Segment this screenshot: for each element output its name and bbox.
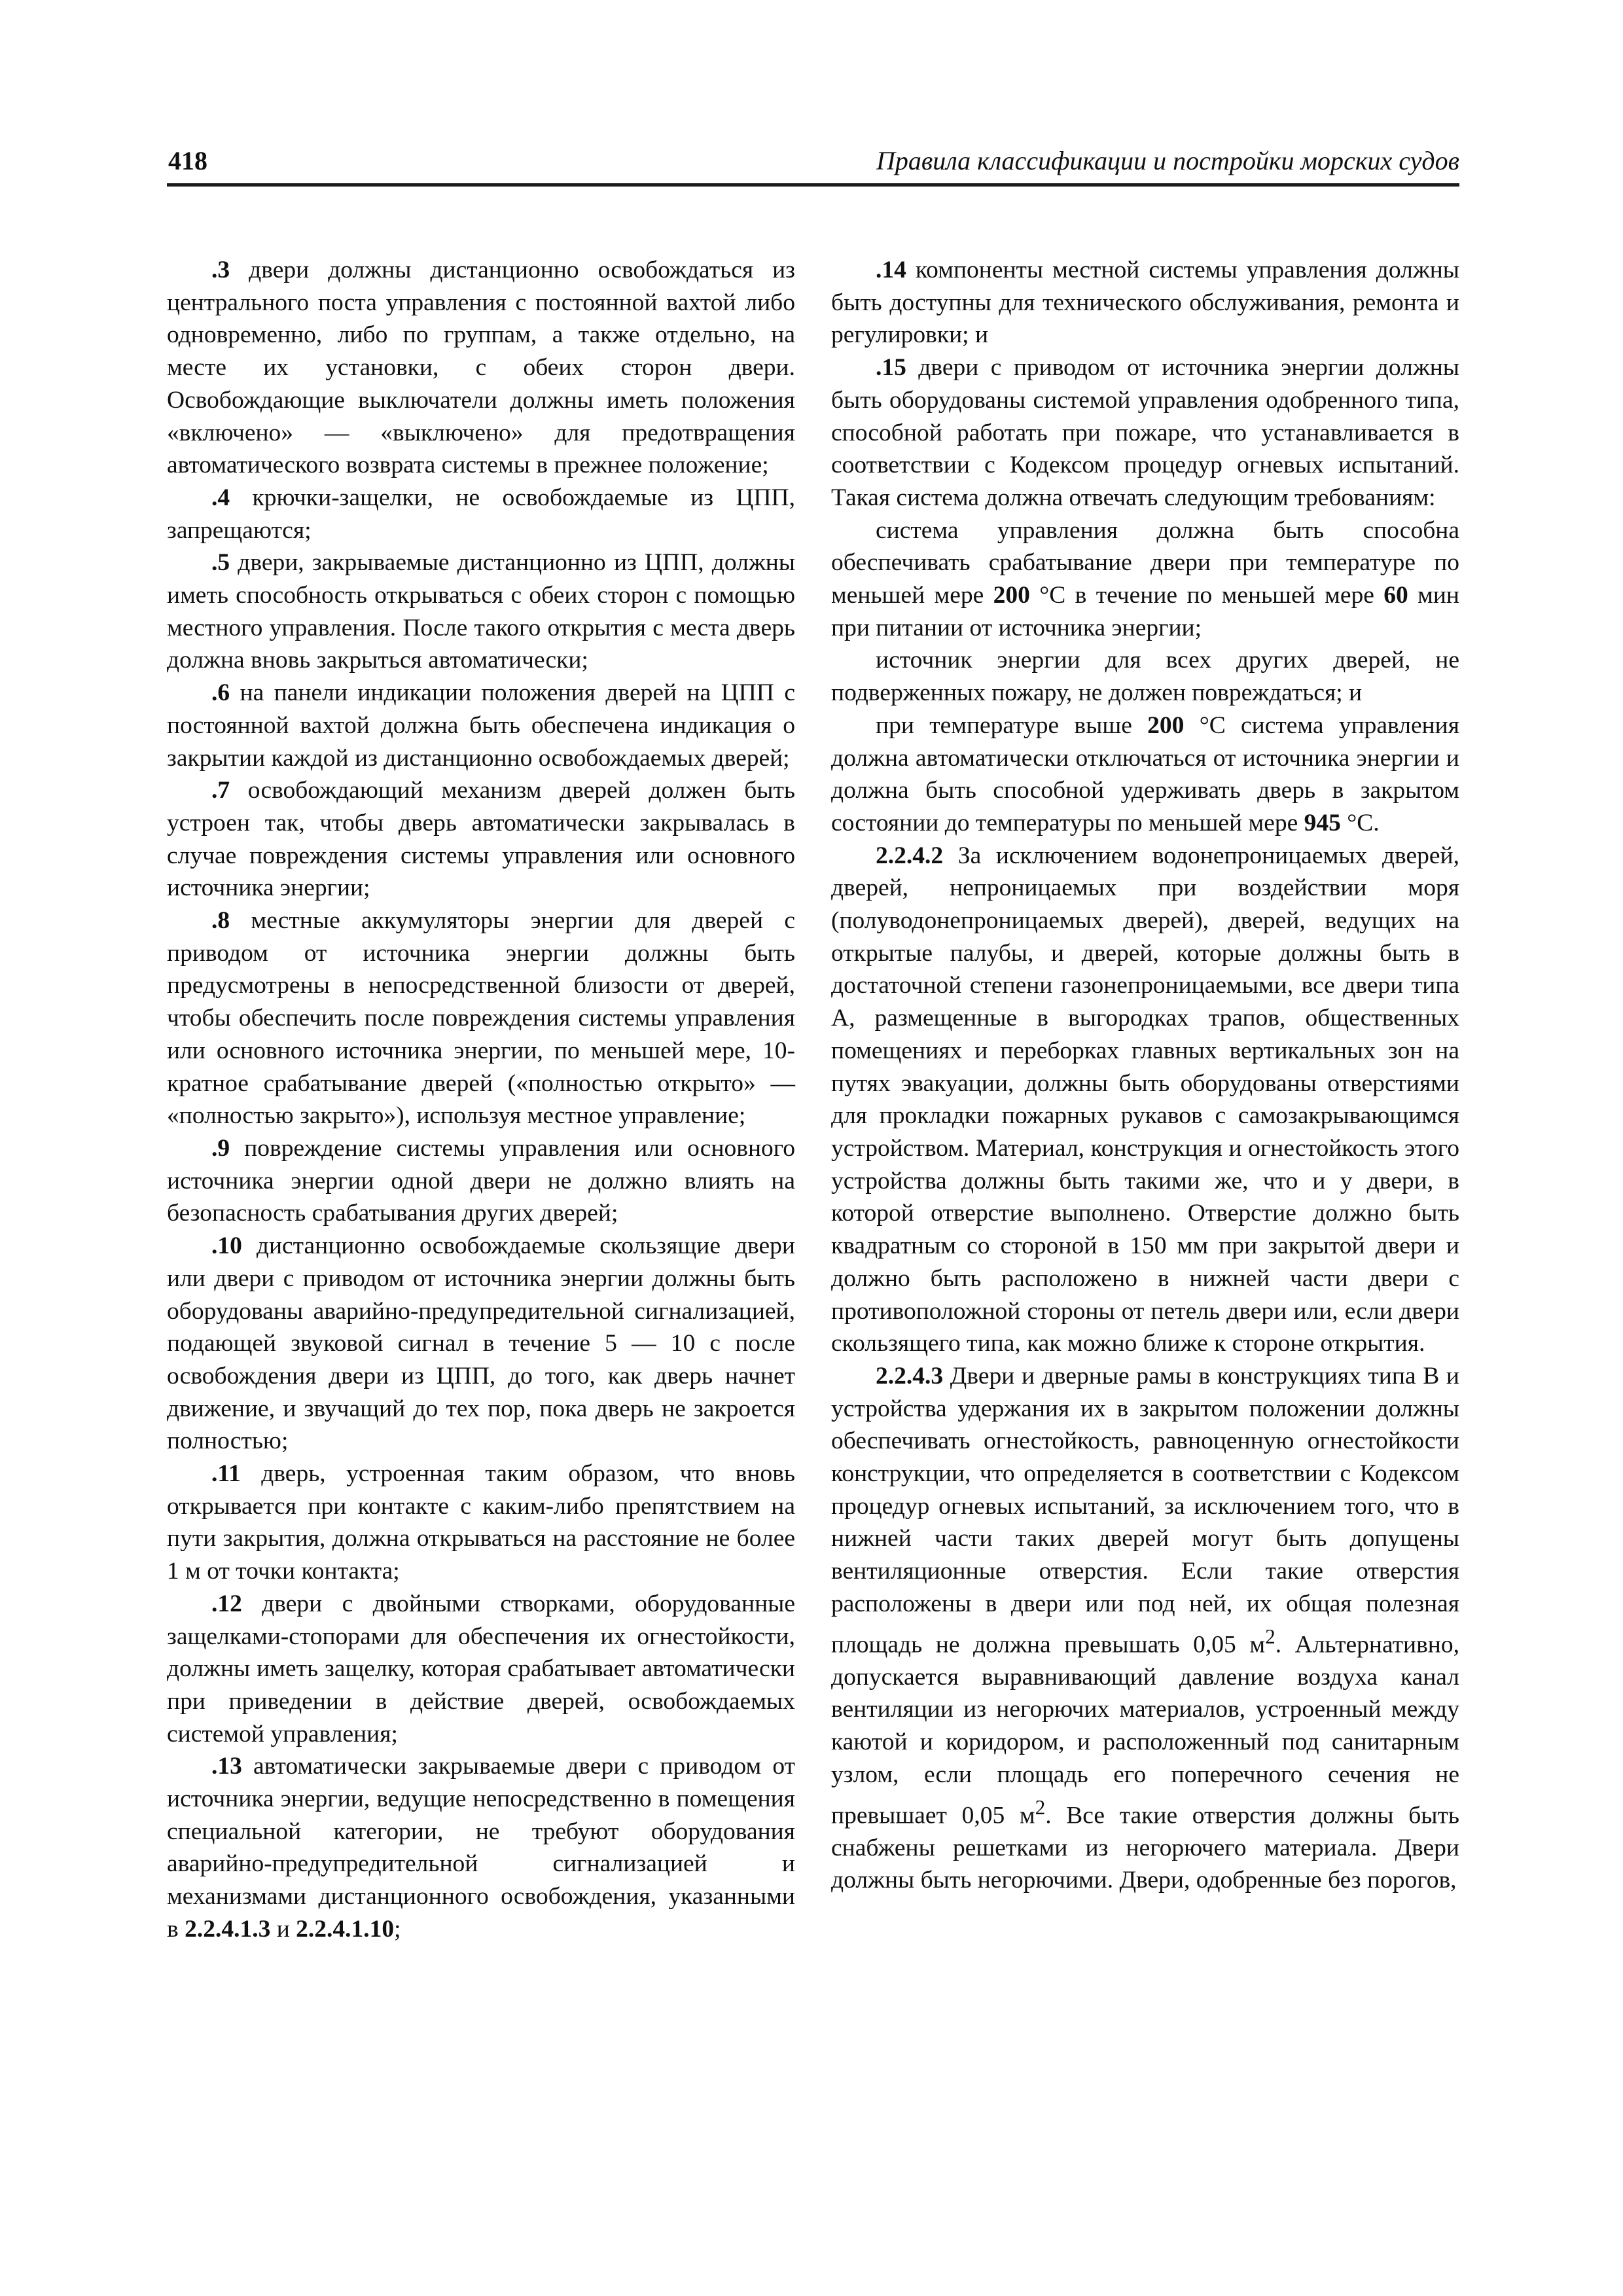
item-3: .3 двери должны дистанционно освобождаться из центрального поста управления с постоянной вахтой либо одновременно, либо по группам, а также отдельно, на месте их установки, с обеих сторон двери. Освобождающие выключатели должны иметь положения «включено» — «выключено» для предотвращения автоматического возврата системы в прежнее положение; <box>167 257 795 479</box>
item-11: .11 дверь, устроенная таким образом, что вновь открывается при контакте с каким-либо препятствием на пути закрытия, должна открываться на расстояние не более 1 м от точки контакта; <box>167 1460 795 1585</box>
right-column <box>831 254 1459 1897</box>
reference-2-2-4-1-3: 2.2.4.1.3 <box>185 1915 271 1943</box>
item-9: .9 повреждение системы управления или основного источника энергии одной двери не должно влиять на безопасность срабатывания других дверей; <box>167 1134 795 1227</box>
section-2-2-4-2: 2.2.4.2 За исключением водонепроницаемых дверей, дверей, непроницаемых при воздействии моря (полуводонепроницаемых дверей), дверей, ведущих на открытые палубы, и дверей, которые должны быть в достаточной степени газонепроницаемыми, все двери типа А, размещенные в выгородках трапов, общественных помещениях и переборках главных вертикальных зон на путях эвакуации, должны быть оборудованы отверстиями для прокладки пожарных рукавов с самозакрывающимся устройством. Материал, конструкция и огнестойкость этого устройства должны быть такими же, что и у двери, в которой отверстие выполнено. Отверстие должно быть квадратным со стороной в 150 мм при закрытой двери и должно быть расположено в нижней части двери с противоположной стороны от петель двери или, если двери скользящего типа, как можно ближе к стороне открытия. <box>831 842 1459 1357</box>
item-15: .15 двери с приводом от источника энергии должны быть оборудованы системой управления одобренного типа, способной работать при пожаре, что устанавливается в соответствии с Кодексом процедур огневых испытаний. Такая система должна отвечать следующим требованиям: <box>831 354 1459 511</box>
item-7: .7 освобождающий механизм дверей должен быть устроен так, чтобы дверь автоматически закрывалась в случае повреждения системы управления или основного источника энергии; <box>167 777 795 902</box>
item-4: .4 крючки-защелки, не освобождаемые из ЦПП, запрещаются; <box>167 484 795 544</box>
reference-2-2-4-1-10: 2.2.4.1.10 <box>296 1915 395 1943</box>
item-13: .13 автоматически закрываемые двери с приводом от источника энергии, ведущие непосредственно в помещения специальной категории, не требуют оборудования аварийно-предупредительной сигнализацией и механизмами дистанционного освобождения, указанными в 2.2.4.1.3 и 2.2.4.1.10; <box>167 1753 795 1943</box>
item-6: .6 на панели индикации положения дверей на ЦПП с постоянной вахтой должна быть обеспечена индикация о закрытии каждой из дистанционно освобождаемых дверей; <box>167 679 795 772</box>
running-title: Правила классификации и постройки морских судов <box>876 146 1459 175</box>
item-10: .10 дистанционно освобождаемые скользящие двери или двери с приводом от источника энергии должны быть оборудованы аварийно-предупредительной сигнализацией, подающей звуковой сигнал в течение 5 — 10 с после освобождения двери из ЦПП, до того, как дверь начнет движение, и звучащий до тех пор, пока дверь не закроется полностью; <box>167 1232 795 1455</box>
item-8: .8 местные аккумуляторы энергии для дверей с приводом от источника энергии должны быть предусмотрены в непосредственной близости от дверей, чтобы обеспечить после повреждения системы управления или основного источника энергии, по меньшей мере, 10-кратное срабатывание дверей («полностью открыто» — «полностью закрыто»), используя местное управление; <box>167 907 795 1130</box>
page-header <box>167 145 1459 187</box>
requirement-3: при температуре выше 200 °С система управления должна автоматически отключаться от источника энергии и должна быть способной удерживать дверь в закрытом состоянии до температуры по меньшей мере 945 °С. <box>831 711 1459 836</box>
left-column <box>167 254 795 1946</box>
item-12: .12 двери с двойными створками, оборудованные защелками-стопорами для обеспечения их огнестойкости, должны иметь защелку, которая срабатывает автоматически при приведении в действие дверей, освобождаемых системой управления; <box>167 1590 795 1748</box>
requirement-1: система управления должна быть способна обеспечивать срабатывание двери при температуре по меньшей мере 200 °С в течение по меньшей мере 60 мин при питании от источника энергии; <box>831 516 1459 641</box>
item-14: .14 компоненты местной системы управления должны быть доступны для технического обслуживания, ремонта и регулировки; и <box>831 257 1459 349</box>
requirement-2: источник энергии для всех других дверей, не подверженных пожару, не должен повреждаться; и <box>831 647 1459 707</box>
page-number: 418 <box>168 146 207 175</box>
item-5: .5 двери, закрываемые дистанционно из ЦПП, должны иметь способность открываться с обеих сторон с помощью местного управления. После такого открытия с места дверь должна вновь закрыться автоматически; <box>167 549 795 674</box>
section-2-2-4-3: 2.2.4.3 Двери и дверные рамы в конструкциях типа В и устройства удержания их в закрытом положении должны обеспечивать огнестойкость, равноценную огнестойкости конструкции, что определяется в соответствии с Кодексом процедур огневых испытаний, за исключением того, что в нижней части таких дверей могут быть допущены вентиляционные отверстия. Если такие отверстия расположены в двери или под ней, их общая полезная площадь не должна превышать 0,05 $м^2$. Альтернативно, допускается выравнивающий давление воздуха канал вентиляции из негорючих материалов, устроенный между каютой и коридором, и расположенный под санитарным узлом, если площадь его поперечного сечения не превышает 0,05 $м^2$. Все такие отверстия должны быть снабжены решетками из негорючего материала. Двери должны быть негорючими. Двери, одобренные без порогов, <box>831 1362 1459 1894</box>
